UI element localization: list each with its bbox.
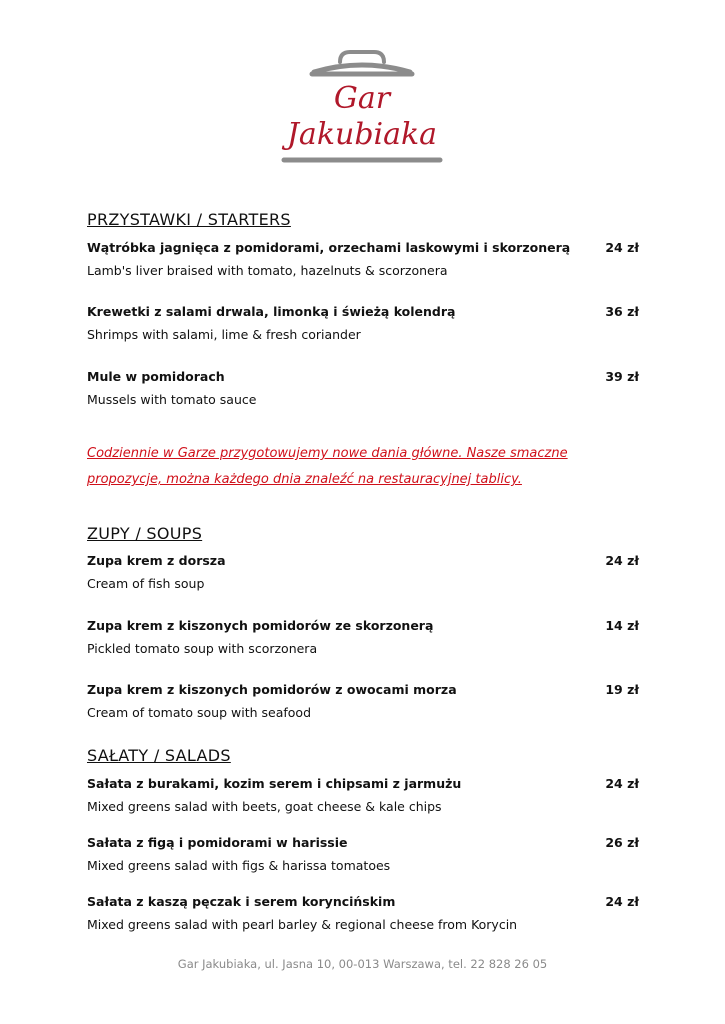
- menu-item: [87, 369, 639, 408]
- pot-logo-graphic: [262, 48, 462, 170]
- menu-item: [87, 682, 639, 721]
- menu-item: [87, 553, 639, 592]
- item-price: 39 zł: [605, 369, 639, 384]
- item-name: Sałata z kaszą pęczak i serem koryncińskim: [87, 894, 396, 909]
- item-price: 24 zł: [605, 776, 639, 791]
- item-name: Wątróbka jagnięca z pomidorami, orzechami laskowymi i skorzonerą: [87, 240, 571, 255]
- logo-line1: Gar: [333, 81, 391, 116]
- item-description: Cream of tomato soup with seafood: [87, 705, 311, 720]
- item-description: Mussels with tomato sauce: [87, 392, 257, 407]
- item-price: 24 zł: [605, 894, 639, 909]
- item-name: Sałata z figą i pomidorami w harissie: [87, 835, 348, 850]
- menu-item: [87, 894, 639, 933]
- menu-item: [87, 835, 639, 874]
- item-description: Cream of fish soup: [87, 576, 205, 591]
- item-name: Sałata z burakami, kozim serem i chipsami z jarmużu: [87, 776, 462, 791]
- daily-specials-notice: [87, 441, 647, 493]
- item-name: Krewetki z salami drwala, limonką i świeżą kolendrą: [87, 304, 456, 319]
- item-description: Shrimps with salami, lime & fresh coriander: [87, 327, 361, 342]
- item-name: Zupa krem z dorsza: [87, 553, 226, 568]
- menu-item: [87, 618, 639, 657]
- item-price: 26 zł: [605, 835, 639, 850]
- item-price: 19 zł: [605, 682, 639, 697]
- item-price: 24 zł: [605, 240, 639, 255]
- section-title-salads: SAŁATY / SALADS: [87, 746, 231, 765]
- item-description: Lamb's liver braised with tomato, hazelnuts & scorzonera: [87, 263, 448, 278]
- notice-line: Codziennie w Garze przygotowujemy nowe dania główne. Nasze smaczne: [87, 446, 568, 461]
- item-name: Mule w pomidorach: [87, 369, 225, 384]
- menu-item: [87, 240, 639, 279]
- menu-item: [87, 304, 639, 343]
- item-name: Zupa krem z kiszonych pomidorów z owocami morza: [87, 682, 457, 697]
- item-description: Pickled tomato soup with scorzonera: [87, 641, 318, 656]
- item-price: 14 zł: [605, 618, 639, 633]
- item-description: Mixed greens salad with beets, goat cheese & kale chips: [87, 799, 442, 814]
- section-title-starters: PRZYSTAWKI / STARTERS: [87, 210, 291, 229]
- item-price: 36 zł: [605, 304, 639, 319]
- section-title-soups: ZUPY / SOUPS: [87, 524, 203, 543]
- menu-item: [87, 776, 639, 815]
- restaurant-logo: [262, 48, 462, 170]
- logo-line2: Jakubiaka: [286, 117, 438, 152]
- item-price: 24 zł: [605, 553, 639, 568]
- item-description: Mixed greens salad with pearl barley & regional cheese from Korycin: [87, 917, 518, 932]
- item-name: Zupa krem z kiszonych pomidorów ze skorzonerą: [87, 618, 434, 633]
- footer-address: Gar Jakubiaka, ul. Jasna 10, 00-013 Warszawa, tel. 22 828 26 05: [177, 957, 548, 971]
- item-description: Mixed greens salad with figs & harissa tomatoes: [87, 858, 391, 873]
- notice-line: propozycje, można każdego dnia znaleźć na restauracyjnej tablicy.: [87, 472, 522, 487]
